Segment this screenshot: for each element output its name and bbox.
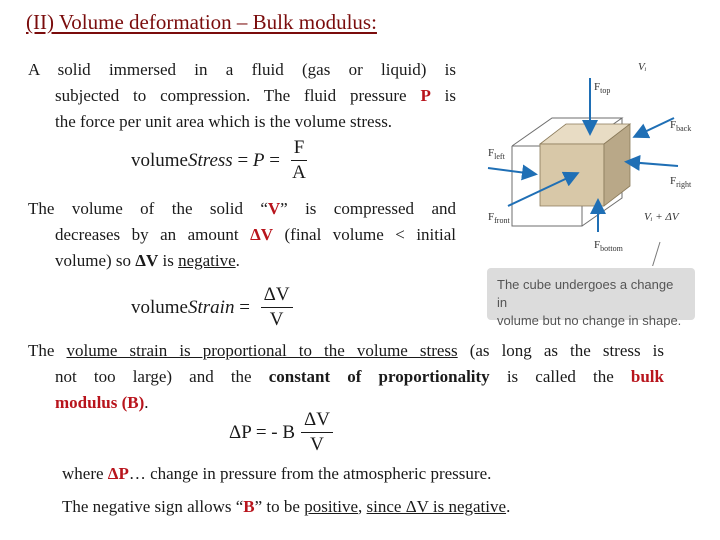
slide-title: (II) Volume deformation – Bulk modulus:	[26, 10, 377, 34]
bulk-modulus-term: modulus (B)	[55, 393, 145, 412]
volume-line-1	[28, 196, 456, 222]
negative-text: ,	[358, 497, 367, 516]
intro-line-1: A solid immersed in a fluid (gas or liquid) is	[28, 60, 456, 79]
label-f-front	[488, 211, 510, 225]
bulk-word: bulk	[630, 367, 664, 386]
force-back-arrow	[636, 118, 677, 136]
pressure-symbol: P	[420, 86, 431, 105]
formula-text: volume	[131, 149, 188, 171]
formula-bulk-modulus	[229, 409, 333, 456]
label-f-back	[670, 119, 691, 133]
bulk-line-3	[28, 390, 664, 416]
volume-line-3	[28, 248, 456, 274]
force-right-arrow	[628, 162, 678, 166]
where-line	[62, 461, 491, 487]
fraction-deltav-v	[301, 409, 333, 456]
formula-text: volume	[131, 296, 188, 318]
fraction-numerator: ΔV	[261, 284, 293, 308]
bulk-text: not too large) and the	[55, 367, 269, 386]
fraction-force-area	[291, 137, 308, 184]
label-vi: Vᵢ	[638, 61, 647, 73]
volume-text: decreases by an amount	[55, 225, 251, 244]
formula-volume-stress	[131, 137, 307, 184]
negative-text: ” to be	[254, 497, 305, 516]
label-sub: back	[676, 124, 692, 133]
volume-text: volume) so	[55, 251, 136, 270]
bulk-text: (as long as the stress is	[457, 341, 665, 360]
bulk-text: The	[28, 341, 67, 360]
fraction-numerator: F	[291, 137, 308, 161]
force-left-arrow	[488, 168, 534, 174]
bulk-line-1	[28, 338, 664, 364]
figure-caption	[487, 268, 695, 328]
fraction-numerator: ΔV	[301, 409, 333, 433]
bulk-line-2	[28, 364, 664, 390]
label-f: F	[488, 147, 495, 159]
intro-line-3: the force per unit area which is the volume stress.	[55, 112, 393, 131]
label-f-right	[670, 175, 692, 189]
fraction-denominator: V	[310, 434, 324, 455]
delta-v-symbol: ΔV	[135, 251, 159, 270]
fraction-denominator: V	[269, 309, 284, 330]
fraction-deltav-v	[261, 284, 293, 331]
paragraph-bulk-modulus	[28, 338, 664, 416]
label-f: F	[670, 175, 677, 187]
volume-text: is	[158, 251, 179, 270]
formula-text: Stress	[188, 149, 233, 171]
label-f-top	[594, 81, 610, 95]
label-vf: Vᵢ + ΔV	[644, 211, 679, 223]
label-sub: bottom	[600, 244, 623, 253]
intro-text: is	[430, 86, 456, 105]
cube-compression-figure	[478, 56, 704, 266]
paragraph-intro	[28, 57, 456, 135]
formula-text: ΔP = - B	[229, 421, 296, 443]
volume-symbol: V	[267, 199, 281, 218]
negative-text: The negative sign allows “	[62, 497, 244, 516]
label-f: F	[594, 239, 601, 251]
volume-text: The volume of the solid “	[28, 199, 268, 218]
caption-line-2: volume but no change in shape.	[497, 313, 682, 328]
formula-text: =	[264, 149, 285, 171]
negative-word: negative	[178, 251, 236, 270]
negative-text: .	[506, 497, 511, 516]
formula-volume-strain	[131, 284, 293, 331]
where-text: where	[62, 464, 108, 483]
label-f: F	[670, 119, 677, 131]
volume-text: ” is compressed and	[280, 199, 456, 218]
formula-text: =	[234, 296, 255, 318]
delta-v-symbol: ΔV	[250, 225, 274, 244]
paragraph-volume-change	[28, 196, 456, 274]
intro-text: subjected to compression. The fluid pressure	[55, 86, 421, 105]
where-text: … change in pressure from the atmospheric pressure.	[128, 464, 492, 483]
volume-line-2	[28, 222, 456, 248]
label-f: F	[488, 211, 495, 223]
fraction-denominator: A	[292, 162, 306, 183]
formula-text: P	[252, 149, 265, 171]
bulk-text: .	[144, 393, 149, 412]
bulk-text: is called the	[489, 367, 631, 386]
positive-word: positive	[304, 497, 359, 516]
b-symbol: B	[243, 497, 255, 516]
label-f: F	[594, 81, 601, 93]
proportional-phrase: volume strain is proportional to the volume stress	[66, 341, 458, 360]
label-f-left	[488, 147, 506, 161]
label-sub: top	[600, 86, 611, 95]
formula-text: Strain	[188, 296, 235, 318]
since-phrase: since ΔV is negative	[366, 497, 507, 516]
label-sub: left	[494, 152, 505, 161]
intro-line-2	[28, 83, 456, 109]
caption-leader	[652, 242, 660, 266]
volume-text: .	[235, 251, 240, 270]
formula-text: =	[232, 149, 253, 171]
constant-phrase: constant of proportionality	[268, 367, 490, 386]
volume-text: (final volume < initial	[273, 225, 456, 244]
label-sub: front	[494, 216, 510, 225]
negative-sign-line	[62, 494, 510, 520]
label-f-bottom	[594, 239, 624, 253]
delta-p-symbol: ΔP	[107, 464, 129, 483]
label-sub: right	[676, 180, 692, 189]
caption-line-1: The cube undergoes a change in	[497, 277, 674, 310]
